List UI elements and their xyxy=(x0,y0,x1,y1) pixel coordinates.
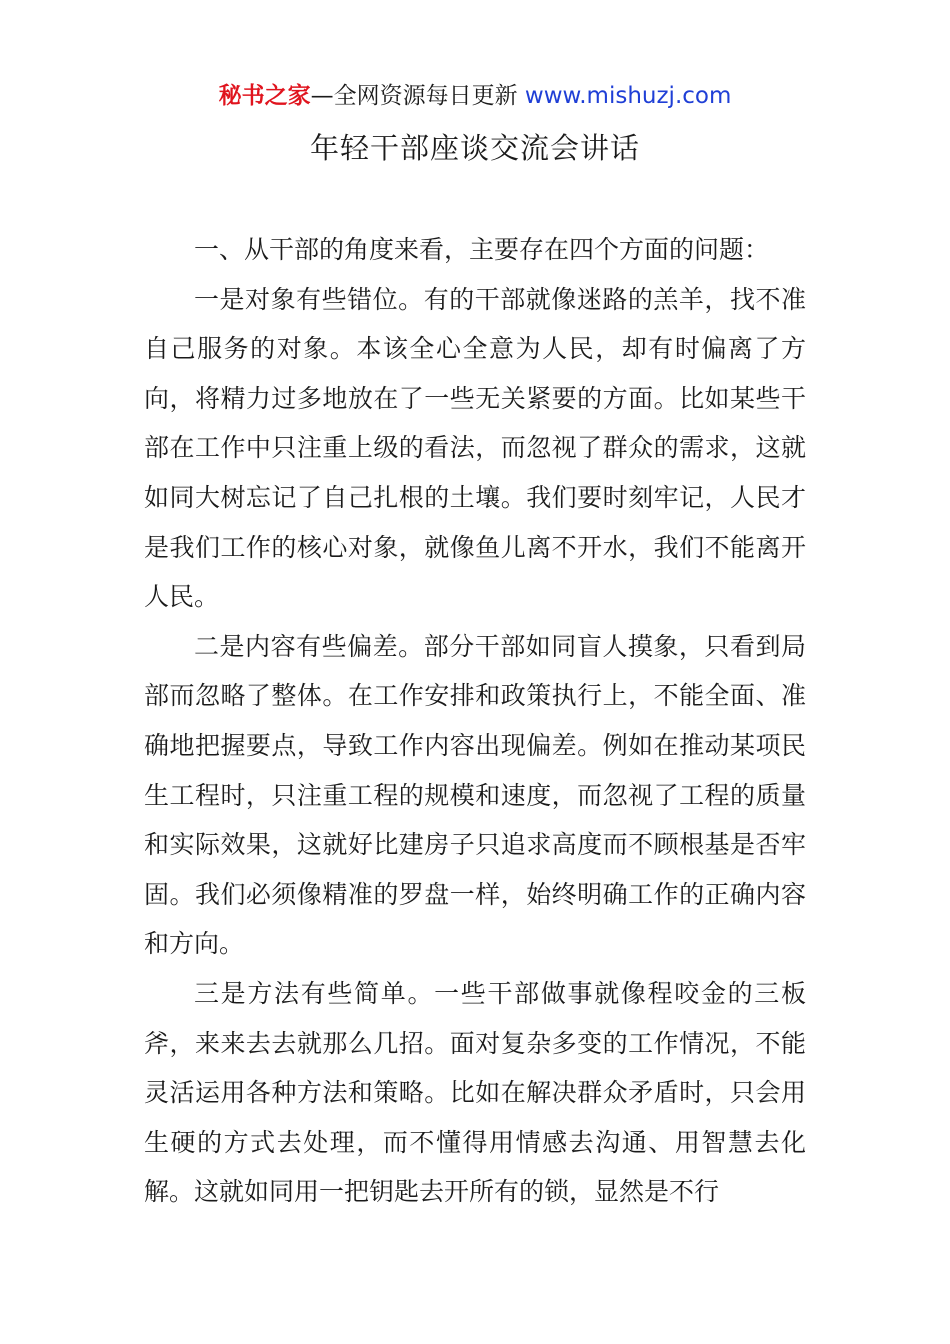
site-url[interactable]: www.mishuzj.com xyxy=(524,83,732,109)
document-body xyxy=(144,225,806,1217)
site-brand: 秘书之家 xyxy=(218,83,311,109)
site-header xyxy=(0,80,950,112)
document-title: 年轻干部座谈交流会讲话 xyxy=(309,131,640,165)
site-tagline: —全网资源每日更新 xyxy=(310,83,525,109)
paragraph-point-three: 三是方法有些简单。一些干部做事就像程咬金的三板斧，来来去去就那么几招。面对复杂多变的工作情况，不能灵活运用各种方法和策略。比如在解决群众矛盾时，只会用生硬的方式去处理，而不懂得用情感去沟通、用智慧去化解。这就如同用一把钥匙去开所有的锁，显然是不行 xyxy=(144,978,806,1207)
paragraph-point-two: 二是内容有些偏差。部分干部如同盲人摸象，只看到局部而忽略了整体。在工作安排和政策执行上，不能全面、准确地把握要点，导致工作内容出现偏差。例如在推动某项民生工程时，只注重工程的规模和速度，而忽视了工程的质量和实际效果，这就好比建房子只追求高度而不顾根基是否牢固。我们必须像精准的罗盘一样，始终明确工作的正确内容和方向。 xyxy=(144,631,806,959)
paragraph-point-one: 一是对象有些错位。有的干部就像迷路的羔羊，找不准自己服务的对象。本该全心全意为人民，却有时偏离了方向，将精力过多地放在了一些无关紧要的方面。比如某些干部在工作中只注重上级的看法，而忽视了群众的需求，这就如同大树忘记了自己扎根的土壤。我们要时刻牢记，人民才是我们工作的核心对象，就像鱼儿离不开水，我们不能离开人民。 xyxy=(144,284,806,612)
paragraph-section-heading: 一、从干部的角度来看，主要存在四个方面的问题： xyxy=(194,235,770,264)
